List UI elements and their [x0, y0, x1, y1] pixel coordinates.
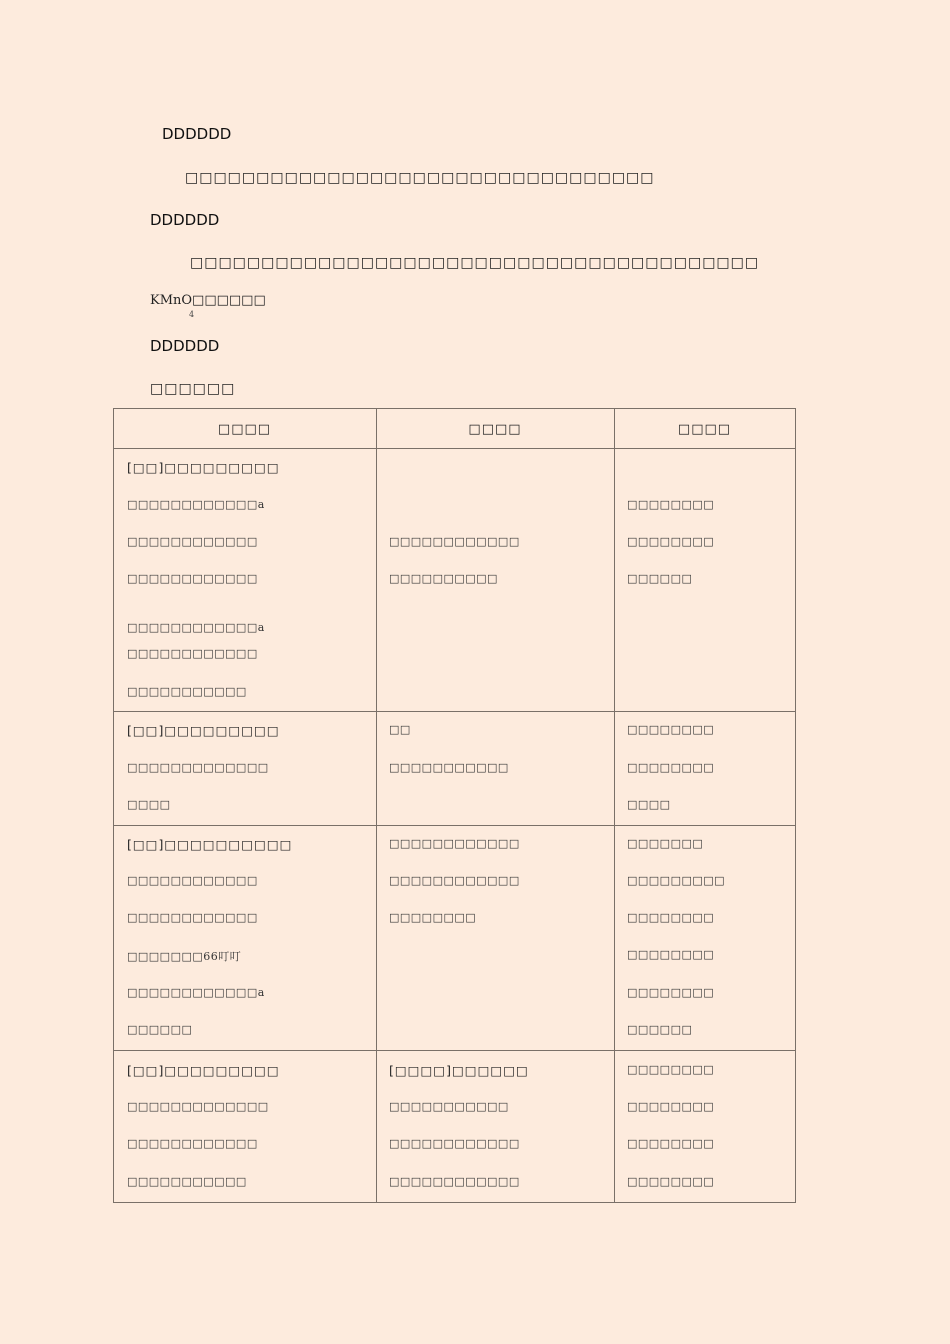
row-divider — [113, 825, 796, 826]
table-cell-line: □□□□□□□ — [627, 837, 704, 850]
table-cell-line: □□□□□□□□□□□ — [127, 1175, 247, 1188]
table-cell-line: [□□]□□□□□□□□□□ — [127, 837, 293, 852]
table-cell-line: □□□□□□□□□□□□ — [127, 874, 258, 887]
table-cell-line: [□□□□]□□□□□□ — [389, 1063, 529, 1078]
table-cell-line: □□□□□□□□ — [627, 1175, 715, 1188]
table-cell-line: □□□□□□□□ — [627, 761, 715, 774]
table-cell-line: □□□□□□ — [627, 572, 693, 585]
table-cell-line: □□□□□□□□□□□□ — [389, 1137, 520, 1150]
section-3-heading: DDDDDD — [150, 337, 220, 355]
table-cell-line: □□□□□□□□□□□□ — [389, 874, 520, 887]
table-cell-line: □□□□□□□□ — [389, 911, 477, 924]
table-cell-line: □□□□□□□□□□□□a — [127, 986, 265, 999]
table-cell-line: □□□□□□ — [627, 1023, 693, 1036]
table-caption: □□□□□□ — [150, 381, 236, 397]
table-cell-line: □□□□□□□□□□□□a — [127, 621, 265, 634]
column-divider — [376, 408, 377, 1203]
table-cell-line: □□□□ — [627, 798, 671, 811]
table-cell-line: □□□□□□□□□□□ — [127, 685, 247, 698]
table-cell-line: □□□□□□□□ — [627, 1100, 715, 1113]
column-header: □□□□ — [677, 422, 732, 437]
table-cell-line: [□□]□□□□□□□□□ — [127, 723, 280, 738]
table-border-bottom — [113, 1202, 796, 1203]
table-cell-line: □□□□□□□□ — [627, 948, 715, 961]
table-cell-line: □□□□□□□66叮叮 — [127, 950, 242, 963]
section-2-paragraph: □□□□□□□□□□□□□□□□□□□□□□□□□□□□□□□□□□□□□□□□ — [190, 255, 760, 271]
column-header: □□□□ — [217, 422, 272, 437]
table-cell-line: □□□□□□□□□□□□ — [389, 1175, 520, 1188]
section-1-paragraph: □□□□□□□□□□□□□□□□□□□□□□□□□□□□□□□□□ — [185, 170, 655, 186]
table-cell-line: □□□□ — [127, 798, 171, 811]
column-header: □□□□ — [468, 422, 522, 437]
table-cell-line: □□□□□□□□ — [627, 1063, 715, 1076]
table-cell-line: [□□]□□□□□□□□□ — [127, 460, 280, 475]
table-cell-line: □□□□□□□□ — [627, 911, 715, 924]
table-cell-line: □□□□□□□□□□□□a — [127, 498, 265, 511]
table-cell-line: □□□□□□□□□□□□□ — [127, 1100, 269, 1113]
table-border-left — [113, 408, 114, 1203]
table-cell-line: □□□□□□ — [127, 1023, 193, 1036]
table-cell-line: □□□□□□□□ — [627, 723, 715, 736]
row-divider — [113, 1050, 796, 1051]
table-cell-line: □□□□□□□□□□□□□ — [127, 761, 269, 774]
table-cell-line: □□□□□□□□□□□ — [389, 761, 509, 774]
table-cell-line: □□ — [389, 723, 411, 736]
section-1-heading: DDDDDD — [162, 125, 232, 143]
table-border-right — [795, 408, 796, 1203]
table-cell-line: □□□□□□□□□□□ — [389, 1100, 509, 1113]
table-cell-line: □□□□□□□□ — [627, 535, 715, 548]
table-cell-line: [□□]□□□□□□□□□ — [127, 1063, 280, 1078]
table-cell-line: □□□□□□□□□ — [627, 874, 726, 887]
table-cell-line: □□□□□□□□ — [627, 498, 715, 511]
table-cell-line: □□□□□□□□□□□□ — [127, 572, 258, 585]
table-cell-line: □□□□□□□□□□□□ — [127, 911, 258, 924]
formula-subscript: 4 — [189, 310, 195, 319]
table-cell-line: □□□□□□□□□□□□ — [127, 647, 258, 660]
table-border-top — [113, 408, 796, 409]
row-divider — [113, 711, 796, 712]
table-cell-line: □□□□□□□□□□□□ — [389, 535, 520, 548]
section-2-heading: DDDDDD — [150, 211, 220, 229]
table-cell-line: □□□□□□□□ — [627, 986, 715, 999]
column-divider — [614, 408, 615, 1203]
table-cell-line: □□□□□□□□ — [627, 1137, 715, 1150]
table-cell-line: □□□□□□□□□□□□ — [389, 837, 520, 850]
table-cell-line: □□□□□□□□□□□□ — [127, 535, 258, 548]
table-cell-line: □□□□□□□□□□ — [389, 572, 498, 585]
table-cell-line: □□□□□□□□□□□□ — [127, 1137, 258, 1150]
header-divider — [113, 448, 796, 449]
formula-line: KMnO□□□□□□ — [150, 293, 266, 308]
